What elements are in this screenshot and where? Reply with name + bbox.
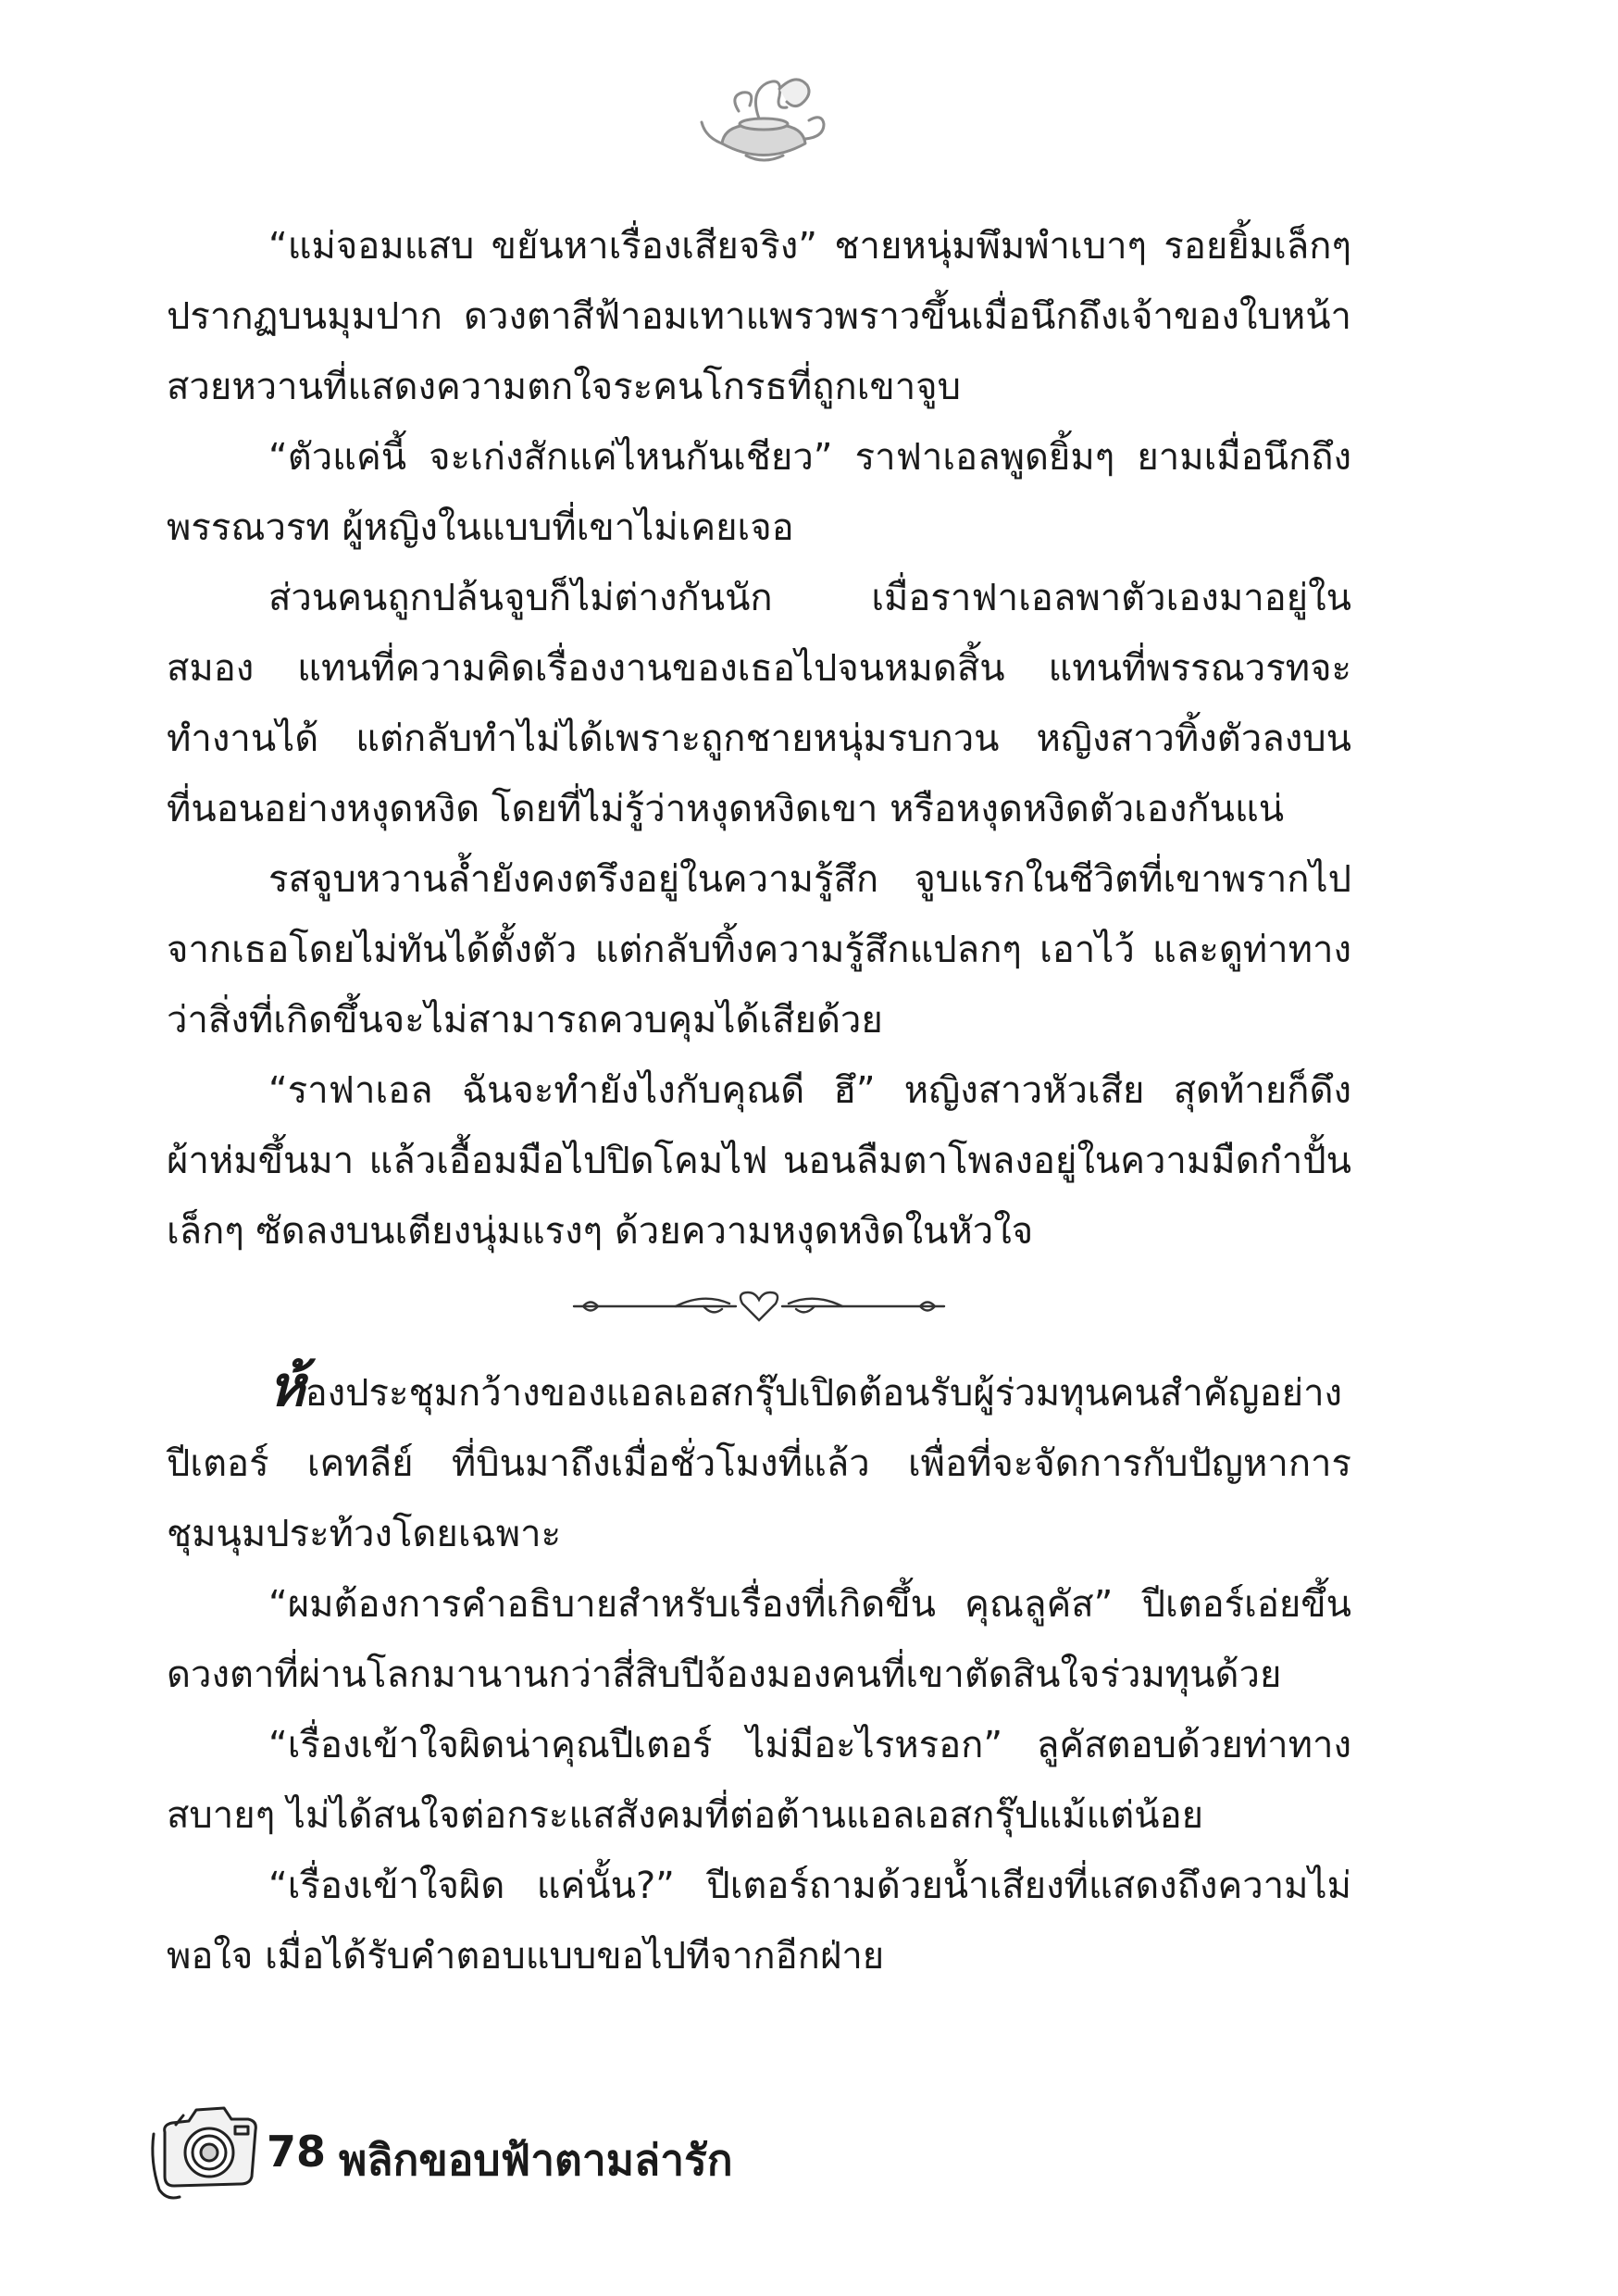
paragraph: ส่วนคนถูกปล้นจูบก็ไม่ต่างกันนัก เมื่อราฟาเอลพาตัวเองมาอยู่ในสมอง แทนที่ความคิดเรื่องงานของเธอไปจนหมดสิ้น แทนที่พรรณวรทจะทำงานได้ แต่กลับทำไม่ได้เพราะถูกชายหนุ่มรบกวน หญิงสาวทิ้งตัวลงบนที่นอนอย่างหงุดหงิด โดยที่ไม่รู้ว่าหงุดหงิดเขา หรือหงุดหงิดตัวเองกันแน่ xyxy=(167,577,1351,830)
paragraph-text: องประชุมกว้างของแอลเอสกรุ๊ปเปิดต้อนรับผู้ร่วมทุนคนสำคัญอย่าง ปีเตอร์ เคทลีย์ ที่บินมาถึงเมื่อชั่วโมงที่แล้ว เพื่อที่จะจัดการกับปัญหาการชุมนุมประท้วงโดยเฉพาะ xyxy=(167,1372,1351,1555)
heart-flourish-divider-icon xyxy=(565,1283,953,1329)
paragraph: “ตัวแค่นี้ จะเก่งสักแค่ไหนกันเชียว” ราฟาเอลพูดยิ้มๆ ยามเมื่อนึกถึงพรรณวรท ผู้หญิงในแบบที่เขาไม่เคยเจอ xyxy=(167,436,1351,549)
paragraph: รสจูบหวานล้ำยังคงตรึงอยู่ในความรู้สึก จูบแรกในชีวิตที่เขาพรากไปจากเธอโดยไม่ทันได้ตั้งตัว แต่กลับทิ้งความรู้สึกแปลกๆ เอาไว้ และดูท่าทางว่าสิ่งที่เกิดขึ้นจะไม่สามารถควบคุมได้เสียด้วย xyxy=(167,858,1351,1042)
page-footer xyxy=(148,2097,981,2208)
body-text xyxy=(167,211,1351,1991)
book-title: พลิกขอบฟ้าตามล่ารัก xyxy=(339,2135,733,2185)
section-first-paragraph xyxy=(167,1352,1351,1569)
paragraph: “ราฟาเอล ฉันจะทำยังไงกับคุณดี ฮึ” หญิงสาวหัวเสีย สุดท้ายก็ดึงผ้าห่มขึ้นมา แล้วเอื้อมมือไปปิดโคมไฟ นอนลืมตาโพลงอยู่ในความมืดกำปั้นเล็กๆ ซัดลงบนเตียงนุ่มแรงๆ ด้วยความหงุดหงิดในหัวใจ xyxy=(167,1069,1351,1253)
page-number: 78 xyxy=(267,2127,327,2177)
paragraph: “เรื่องเข้าใจผิด แค่นั้น?” ปีเตอร์ถามด้วยน้ำเสียงที่แสดงถึงความไม่พอใจ เมื่อได้รับคำตอบแบบขอไปทีจากอีกฝ่าย xyxy=(167,1865,1351,1978)
camera-icon xyxy=(148,2097,268,2203)
teapot-ornament-icon xyxy=(694,56,833,176)
paragraph: “แม่จอมแสบ ขยันหาเรื่องเสียจริง” ชายหนุ่มพึมพำเบาๆ รอยยิ้มเล็กๆ ปรากฏบนมุมปาก ดวงตาสีฟ้าอมเทาแพรวพราวขึ้นเมื่อนึกถึงเจ้าของใบหน้าสวยหวานที่แสดงความตกใจระคนโกรธที่ถูกเขาจูบ xyxy=(167,225,1351,408)
paragraph: “ผมต้องการคำอธิบายสำหรับเรื่องที่เกิดขึ้น คุณลูคัส” ปีเตอร์เอ่ยขึ้น ดวงตาที่ผ่านโลกมานานกว่าสี่สิบปีจ้องมองคนที่เขาตัดสินใจร่วมทุนด้วย xyxy=(167,1583,1351,1696)
drop-word: ห้ xyxy=(268,1354,305,1419)
paragraph: “เรื่องเข้าใจผิดน่าคุณปีเตอร์ ไม่มีอะไรหรอก” ลูคัสตอบด้วยท่าทางสบายๆ ไม่ได้สนใจต่อกระแสสังคมที่ต่อต้านแอลเอสกรุ๊ปแม้แต่น้อย xyxy=(167,1724,1351,1837)
